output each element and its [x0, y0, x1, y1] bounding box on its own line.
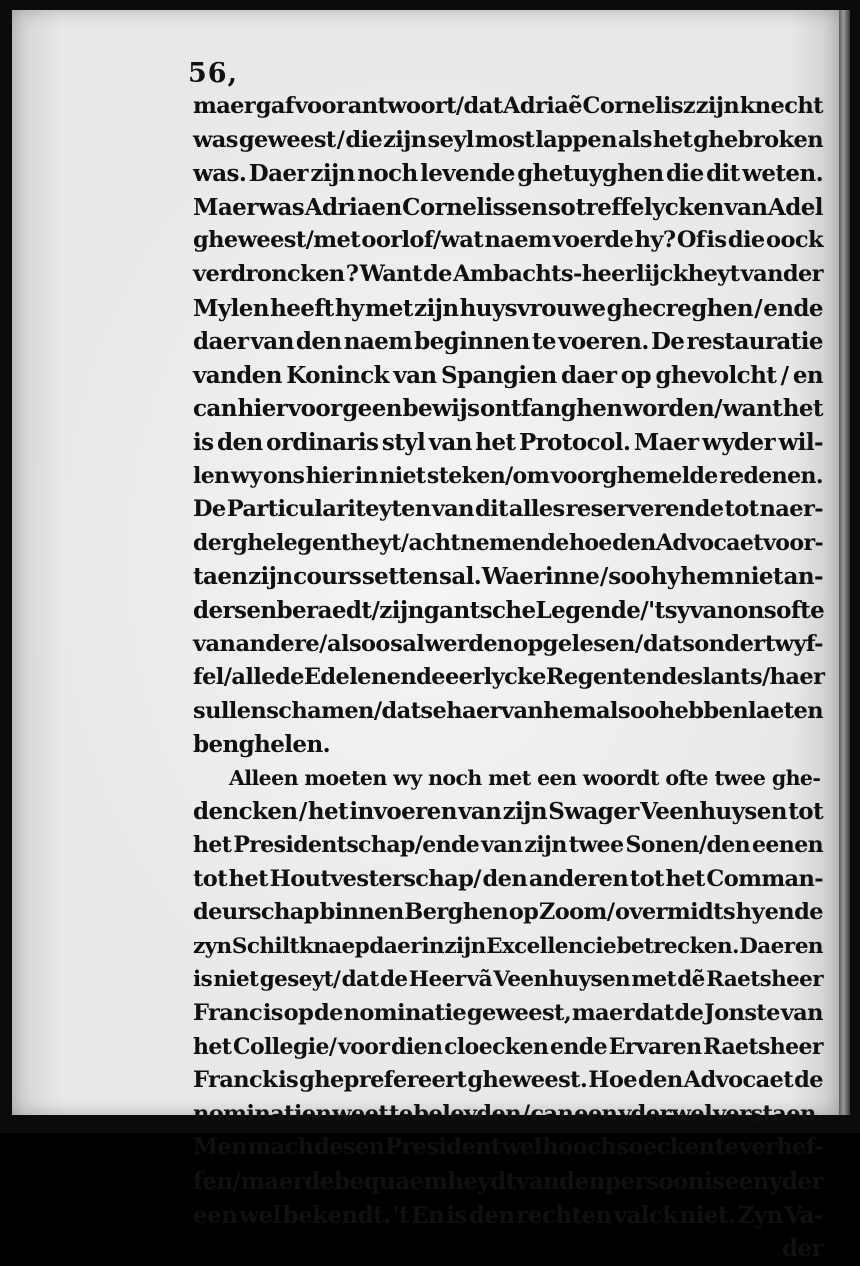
text-line: der ghelegentheyt/ acht nemende hoe den Advocaet voor-: [193, 529, 823, 556]
body-text: [193, 90, 823, 1266]
text-line: dencken / het invoeren van zijn Swager Veenhuysen tot: [193, 798, 823, 826]
text-line: Franck is gheprefereert gheweest. Hoe den Advocaet de: [193, 1067, 823, 1094]
text-line: is niet geseyt/ dat de Heer vã Veenhuysen met dẽ Raetsheer: [193, 967, 823, 993]
text-line: was. Daer zijn noch levende ghetuyghen die dit weten.: [193, 160, 823, 188]
text-line: Franc is op de nominatie geweest, maer dat de Jonste van: [193, 1000, 823, 1027]
text-line: daer van den naem beginnen te voeren. De restauratie: [193, 328, 823, 356]
text-line: deurschap binnen Berghen op Zoom/ overmidts hy ende: [193, 899, 823, 926]
text-line: zyn Schiltknaep daer in zijn Excellencie betrecken. Daer en: [193, 933, 823, 959]
text-line: De Particulariteyten van dit alles reserverende tot naer-: [193, 496, 823, 523]
text-line: van andere/ alsoo sal werden opgelesen / dat sonder twyf-: [193, 630, 823, 657]
text-line: Mylen heeft hy met zijn huysvrouwe ghecreghen / ende: [193, 294, 823, 322]
text-line: Maer was Adriaen Cornelissen so treffelycken van Adel: [193, 193, 823, 221]
text-line: Men mach desen President wel hooch soecken te verhef-: [193, 1134, 823, 1161]
text-line: can hier voor geen bewijs ontfanghen worden/ want het: [193, 395, 823, 423]
text-line: tot het Houtvesterschap/ den anderen tot het Comman-: [193, 865, 823, 892]
text-line: maer gaf voor antwoort/dat Adriaẽ Cornelisz zijn knecht: [193, 93, 823, 119]
text-line: het Presidentschap/ende van zijn twee Sonen/den eenen: [193, 832, 823, 859]
text-line: fel/ alle de Edelen ende eerlycke Regenten des lants/haer: [193, 664, 825, 691]
page-number: 56,: [188, 58, 238, 89]
text-line: vanden Koninck van Spangien daer op ghevolcht / en: [193, 361, 823, 389]
text-line: Alleen moeten wy noch met een woordt ofte twee ghe-: [229, 765, 821, 790]
text-line: len wy ons hier in niet steken/om voorghemelde redenen.: [193, 462, 823, 489]
text-line: het Collegie/ voor dien cloecken ende Ervaren Raetsheer: [193, 1033, 823, 1060]
text-line: een wel bekendt. 't En is den rechten valck niet. Zyn Va-: [193, 1201, 823, 1229]
page-edge: [839, 10, 850, 1115]
text-line: nominatien weet te beleyden / can een yder wel verstaen.: [193, 1100, 823, 1127]
text-line: gheweest/met oorlof/wat naem voerde hy? Of is die oock: [193, 227, 823, 254]
text-line: is den ordinaris styl van het Protocol. Maer wyder wil-: [193, 428, 823, 456]
text-line: ders en beraedt / zijn gantsche Legende/ 't sy van ons ofte: [193, 596, 825, 624]
text-line: verdroncken ? Want de Ambachts-heerlijckheyt vander: [193, 260, 823, 287]
text-line: was geweest / die zijn seyl most lappen als het ghebroken: [193, 126, 823, 153]
text-line: sullen schamen / datse haer van hem alsoo hebben laeten: [193, 697, 823, 724]
text-line: der: [781, 1235, 823, 1263]
text-line: taen zijn cours setten sal. Waerinne / soo hy hem niet an-: [193, 563, 823, 591]
text-line: benghelen.: [193, 731, 330, 759]
text-line: fen / maer de bequaemheydt vanden persoon is een yder: [193, 1168, 823, 1195]
